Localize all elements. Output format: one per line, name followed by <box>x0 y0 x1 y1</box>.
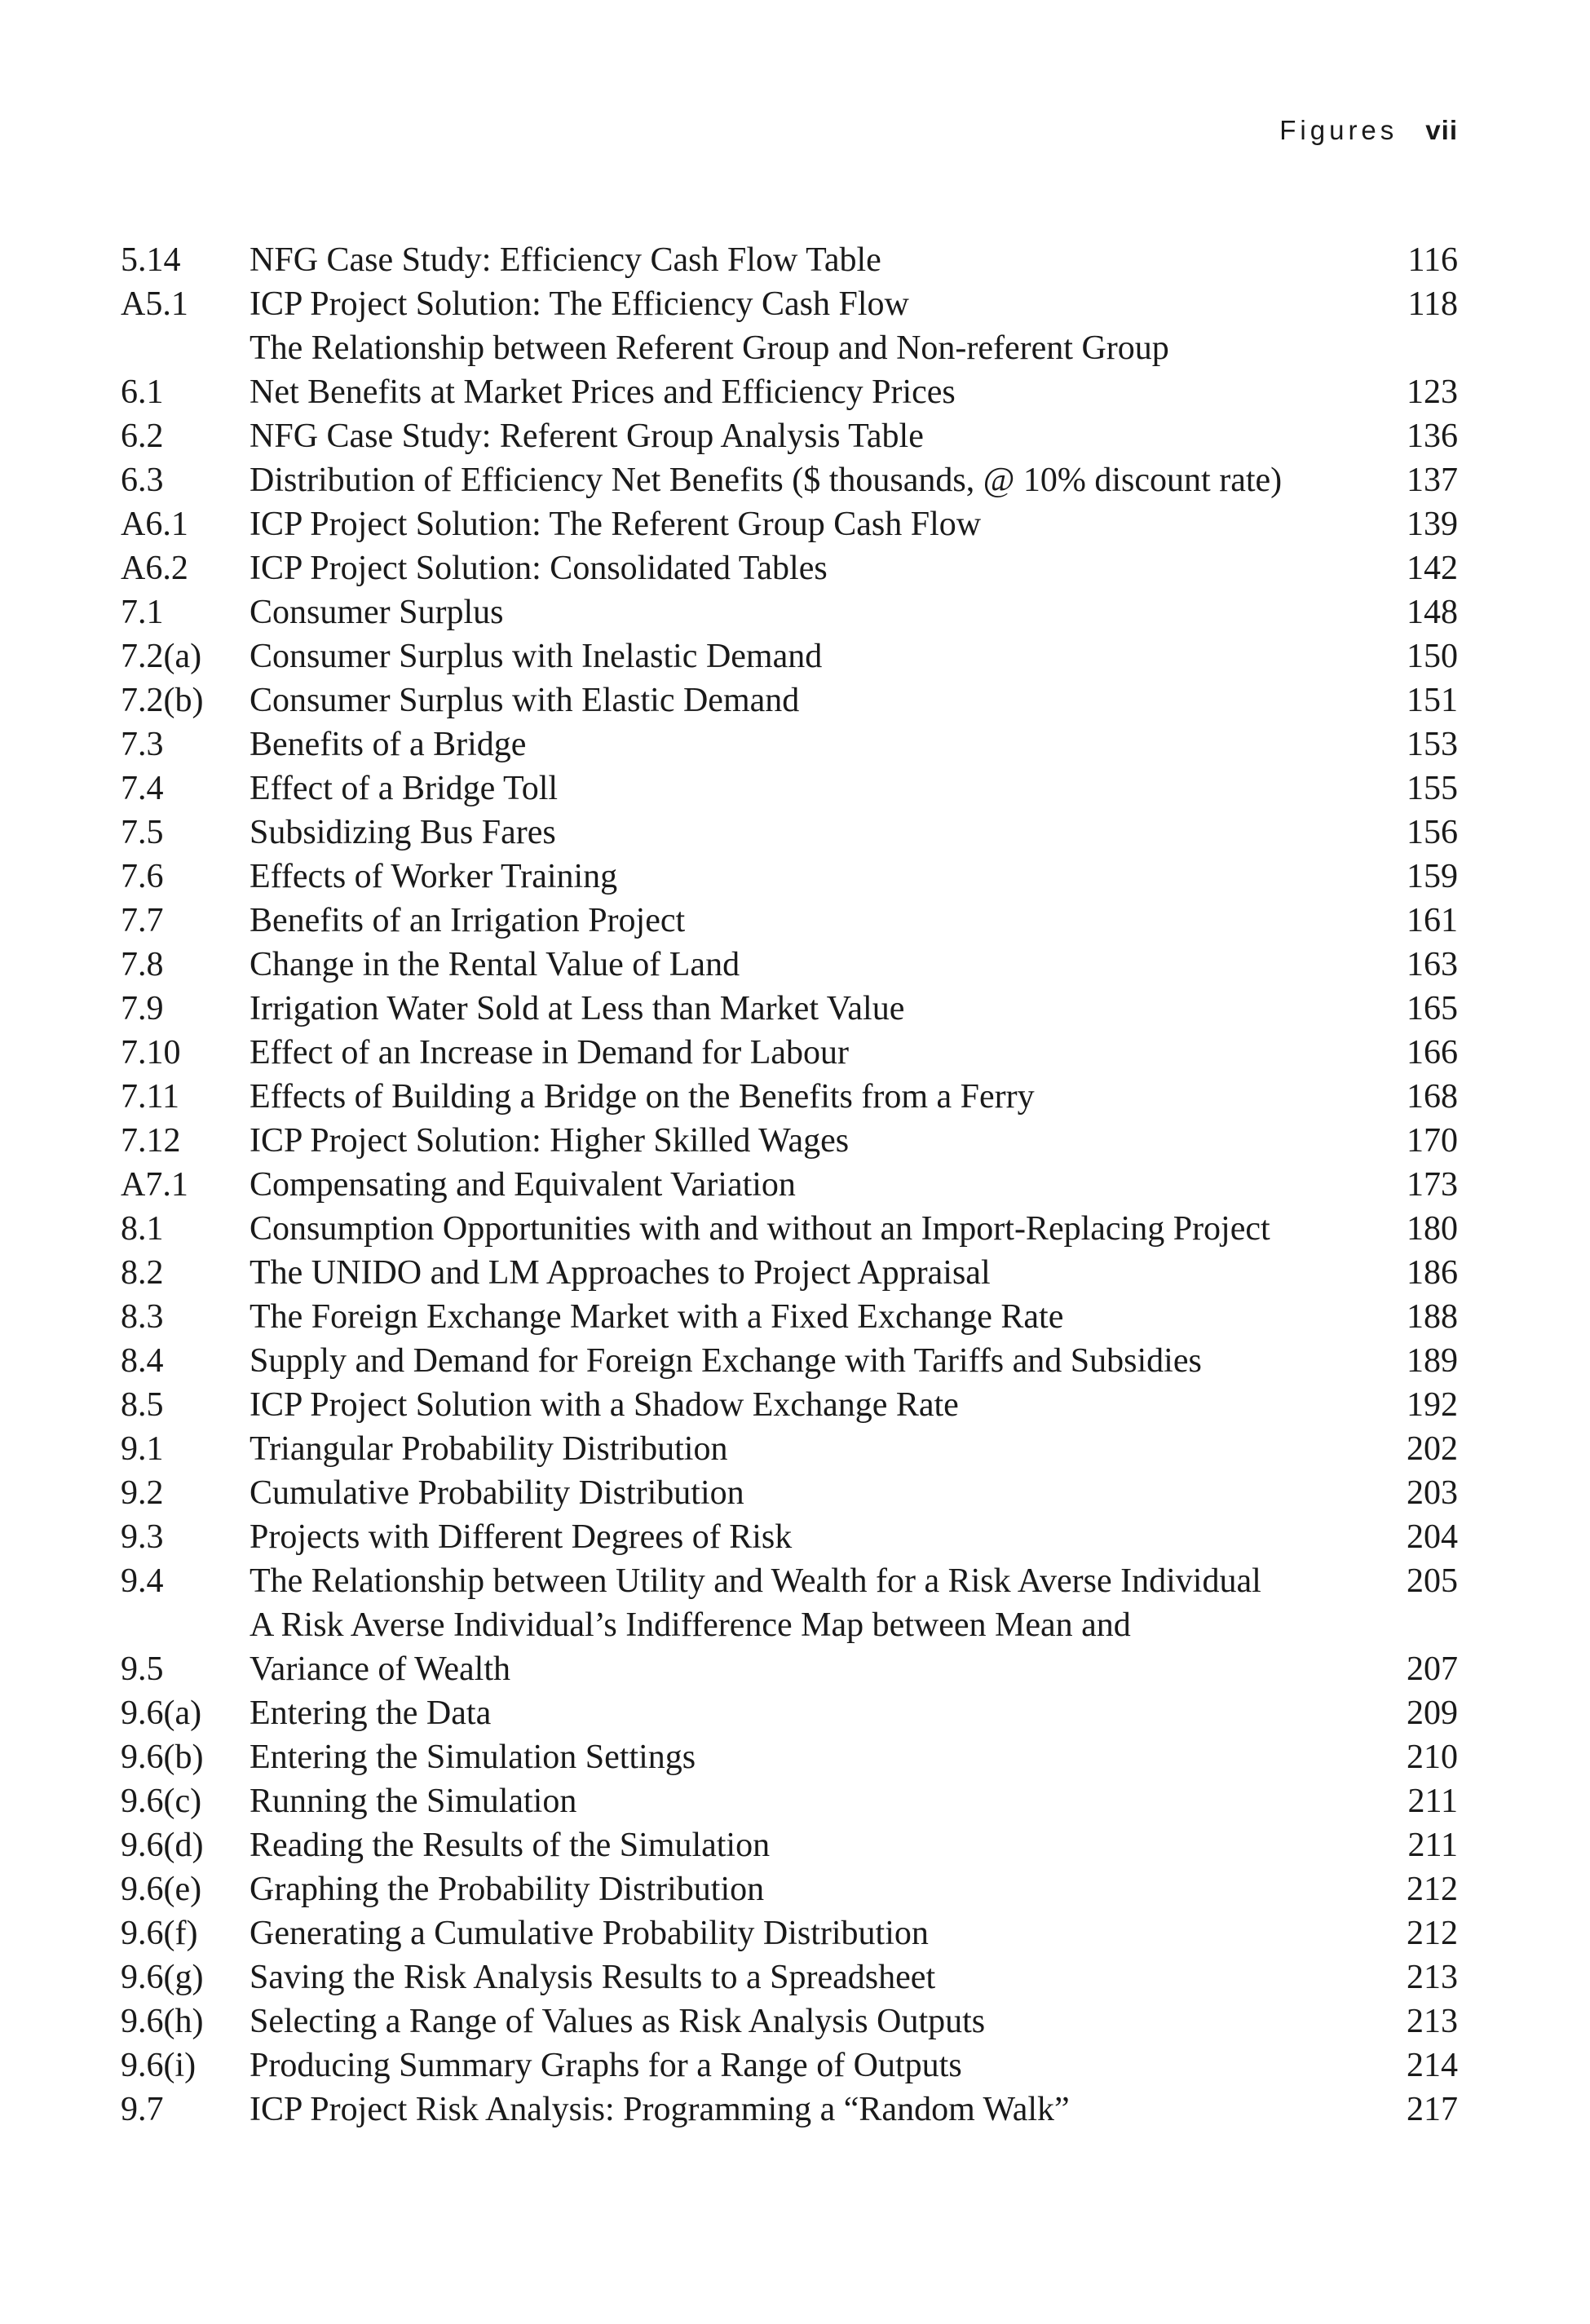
figure-entry <box>121 1559 1458 1603</box>
figure-title <box>250 590 1393 634</box>
figure-title-line: NFG Case Study: Efficiency Cash Flow Table <box>250 241 881 279</box>
figure-page-number: 212 <box>1407 1871 1458 1908</box>
figure-title-line: ICP Project Solution: Consolidated Tables <box>250 550 828 587</box>
figure-entry <box>121 767 1458 811</box>
figure-number: 7.4 <box>121 770 164 807</box>
figure-title-line: Consumer Surplus <box>250 594 504 631</box>
section-title: Figures <box>1279 115 1398 145</box>
figure-title-line: The Relationship between Referent Group and Non-referent Group <box>250 329 1169 367</box>
figure-page-number: 214 <box>1407 2047 1458 2084</box>
figure-title-line: Effect of an Increase in Demand for Labour <box>250 1034 850 1071</box>
figure-page-number: 142 <box>1407 550 1458 587</box>
figure-title <box>250 678 1393 722</box>
figure-title-line: Consumer Surplus with Inelastic Demand <box>250 638 823 675</box>
figure-page-number: 210 <box>1407 1739 1458 1776</box>
figure-entry <box>121 1735 1458 1779</box>
figure-entry <box>121 1163 1458 1207</box>
figure-title-line: Benefits of an Irrigation Project <box>250 902 686 939</box>
figure-number: 7.6 <box>121 858 164 895</box>
figure-title-line: Compensating and Equivalent Variation <box>250 1166 796 1204</box>
figure-title-line: ICP Project Solution: Higher Skilled Wages <box>250 1122 850 1160</box>
figure-title <box>250 238 1393 282</box>
figure-title <box>250 1207 1393 1251</box>
figure-number: 8.5 <box>121 1386 164 1424</box>
figure-number: 7.9 <box>121 990 164 1027</box>
figure-entry <box>121 1691 1458 1735</box>
figure-number: 9.6(f) <box>121 1915 198 1952</box>
figure-number: 8.3 <box>121 1298 164 1336</box>
figure-page-number: 116 <box>1407 241 1458 279</box>
figure-entry <box>121 722 1458 767</box>
figure-page-number: 189 <box>1407 1342 1458 1380</box>
figure-title-line: Consumption Opportunities with and without an Import-Replacing Project <box>250 1210 1270 1248</box>
figure-number: 9.5 <box>121 1650 164 1688</box>
figure-entry <box>121 1999 1458 2043</box>
figure-entry <box>121 1955 1458 1999</box>
figure-page-number: 212 <box>1407 1915 1458 1952</box>
figure-entry <box>121 1471 1458 1515</box>
figure-page-number: 123 <box>1407 373 1458 411</box>
figure-entry <box>121 590 1458 634</box>
figure-title-line: Producing Summary Graphs for a Range of Outputs <box>250 2047 962 2084</box>
figure-page-number: 148 <box>1407 594 1458 631</box>
figure-title <box>250 1999 1393 2043</box>
figure-title-line: A Risk Averse Individual’s Indifference Map between Mean and <box>250 1606 1131 1644</box>
figure-number: 7.5 <box>121 814 164 851</box>
figure-number: 7.7 <box>121 902 164 939</box>
figure-entry <box>121 1383 1458 1427</box>
figure-title <box>250 1955 1393 1999</box>
figure-number: 9.4 <box>121 1562 164 1600</box>
figure-entry <box>121 2043 1458 2088</box>
figure-entry <box>121 987 1458 1031</box>
figure-page-number: 163 <box>1407 946 1458 983</box>
figure-title <box>250 1911 1393 1955</box>
figure-title-line: The Relationship between Utility and Wealth for a Risk Averse Individual <box>250 1562 1261 1600</box>
figure-title <box>250 1251 1393 1295</box>
figure-entry <box>121 1515 1458 1559</box>
figure-title <box>250 1735 1393 1779</box>
figure-title <box>250 722 1393 767</box>
figure-number: 9.6(i) <box>121 2047 197 2084</box>
figure-page-number: 139 <box>1407 506 1458 543</box>
figure-page-number: 165 <box>1407 990 1458 1027</box>
figure-entry <box>121 1207 1458 1251</box>
figure-page-number: 161 <box>1407 902 1458 939</box>
figure-number: 9.6(b) <box>121 1739 204 1776</box>
figure-title <box>250 767 1393 811</box>
figure-entry <box>121 1339 1458 1383</box>
figure-page-number: 213 <box>1407 1959 1458 1996</box>
figure-title-line: Cumulative Probability Distribution <box>250 1474 744 1512</box>
figure-number: 6.1 <box>121 373 164 411</box>
figure-title <box>250 987 1393 1031</box>
figure-title <box>250 811 1393 855</box>
figure-title-line: NFG Case Study: Referent Group Analysis Table <box>250 418 924 455</box>
figure-title <box>250 414 1393 458</box>
figure-title-line: ICP Project Solution: The Efficiency Cash Flow <box>250 285 909 323</box>
figure-page-number: 202 <box>1407 1430 1458 1468</box>
figure-number: 9.6(a) <box>121 1694 202 1732</box>
figure-number: 7.8 <box>121 946 164 983</box>
figure-number: 9.6(h) <box>121 2003 204 2040</box>
figure-entry <box>121 678 1458 722</box>
figure-page-number: 170 <box>1407 1122 1458 1160</box>
figure-entry <box>121 1427 1458 1471</box>
figure-title-line: Supply and Demand for Foreign Exchange with Tariffs and Subsidies <box>250 1342 1202 1380</box>
figure-title-line: Net Benefits at Market Prices and Efficiency Prices <box>250 373 956 411</box>
figure-title <box>250 2088 1393 2132</box>
figure-title <box>250 1559 1393 1603</box>
list-of-figures <box>121 238 1458 2132</box>
figure-title-line: Change in the Rental Value of Land <box>250 946 740 983</box>
figure-title <box>250 1427 1393 1471</box>
figure-title <box>250 1515 1393 1559</box>
figure-title-line: Effect of a Bridge Toll <box>250 770 559 807</box>
figure-page-number: 118 <box>1407 285 1458 323</box>
figure-number: A6.2 <box>121 550 188 587</box>
figure-page-number: 192 <box>1407 1386 1458 1424</box>
figure-title-line: Selecting a Range of Values as Risk Analysis Outputs <box>250 2003 986 2040</box>
figure-number: 7.11 <box>121 1078 179 1116</box>
figure-title-line: Irrigation Water Sold at Less than Market Value <box>250 990 905 1027</box>
figure-entry <box>121 1031 1458 1075</box>
figure-entry <box>121 1119 1458 1163</box>
figure-page-number: 186 <box>1407 1254 1458 1292</box>
figure-number: 8.1 <box>121 1210 164 1248</box>
figure-page-number: 155 <box>1407 770 1458 807</box>
figure-title <box>250 1867 1393 1911</box>
figure-title-line: Projects with Different Degrees of Risk <box>250 1518 793 1556</box>
figure-title-line: The Foreign Exchange Market with a Fixed Exchange Rate <box>250 1298 1064 1336</box>
figure-number: 9.6(e) <box>121 1871 202 1908</box>
figure-page-number: 180 <box>1407 1210 1458 1248</box>
figure-entry <box>121 1823 1458 1867</box>
figure-title <box>250 634 1393 678</box>
figure-title <box>250 1031 1393 1075</box>
figure-title <box>250 899 1393 943</box>
figure-title-line: Generating a Cumulative Probability Distribution <box>250 1915 929 1952</box>
figure-page-number: 209 <box>1407 1694 1458 1732</box>
figure-entry <box>121 1911 1458 1955</box>
figure-entry <box>121 1779 1458 1823</box>
figure-entry <box>121 1075 1458 1119</box>
figure-number: 9.3 <box>121 1518 164 1556</box>
running-header <box>1279 114 1458 147</box>
figure-entry <box>121 943 1458 987</box>
figure-number: 5.14 <box>121 241 181 279</box>
figure-title <box>250 1163 1393 1207</box>
figure-entry <box>121 855 1458 899</box>
figure-title-line: The UNIDO and LM Approaches to Project Appraisal <box>250 1254 991 1292</box>
figure-entry <box>121 502 1458 546</box>
figure-number: 9.2 <box>121 1474 164 1512</box>
figure-page-number: 205 <box>1407 1562 1458 1600</box>
figure-entry <box>121 326 1458 414</box>
figure-page-number: 166 <box>1407 1034 1458 1071</box>
figure-title <box>250 1691 1393 1735</box>
figure-page-number: 213 <box>1407 2003 1458 2040</box>
figure-title <box>250 458 1393 502</box>
figure-title-line: Effects of Building a Bridge on the Benefits from a Ferry <box>250 1078 1035 1116</box>
figure-page-number: 150 <box>1407 638 1458 675</box>
figure-title-line: Distribution of Efficiency Net Benefits ($ thousands, @ 10% discount rate) <box>250 462 1283 499</box>
figure-title <box>250 1075 1393 1119</box>
figure-entry <box>121 899 1458 943</box>
figure-title-line: ICP Project Solution with a Shadow Exchange Rate <box>250 1386 959 1424</box>
figure-entry <box>121 1251 1458 1295</box>
figure-title <box>250 855 1393 899</box>
figure-entry <box>121 1867 1458 1911</box>
figure-number: 9.1 <box>121 1430 164 1468</box>
figure-entry <box>121 1603 1458 1691</box>
figure-title-line: Consumer Surplus with Elastic Demand <box>250 682 800 719</box>
figure-title-line: Reading the Results of the Simulation <box>250 1827 771 1864</box>
figure-title-line: Benefits of a Bridge <box>250 726 527 763</box>
figure-entry <box>121 1295 1458 1339</box>
figure-page-number: 168 <box>1407 1078 1458 1116</box>
figure-title <box>250 1603 1393 1691</box>
figure-title-line: Running the Simulation <box>250 1783 577 1820</box>
page-number: vii <box>1425 115 1458 145</box>
figure-title-line: Entering the Data <box>250 1694 492 1732</box>
figure-page-number: 159 <box>1407 858 1458 895</box>
figure-title-line: Saving the Risk Analysis Results to a Spreadsheet <box>250 1959 936 1996</box>
figure-title-line: Graphing the Probability Distribution <box>250 1871 765 1908</box>
figure-page-number: 137 <box>1407 462 1458 499</box>
figure-entry <box>121 634 1458 678</box>
figure-number: A6.1 <box>121 506 188 543</box>
figure-page-number: 153 <box>1407 726 1458 763</box>
figure-number: 7.12 <box>121 1122 181 1160</box>
figure-number: 9.6(d) <box>121 1827 204 1864</box>
figure-entry <box>121 282 1458 326</box>
figure-number: 7.10 <box>121 1034 181 1071</box>
figure-number: A7.1 <box>121 1166 188 1204</box>
figure-title <box>250 943 1393 987</box>
figure-title <box>250 502 1393 546</box>
figure-title <box>250 1295 1393 1339</box>
figure-page-number: 204 <box>1407 1518 1458 1556</box>
figure-title <box>250 1339 1393 1383</box>
figure-title-line: Effects of Worker Training <box>250 858 618 895</box>
figure-entry <box>121 2088 1458 2132</box>
figure-title <box>250 546 1393 590</box>
figure-page-number: 188 <box>1407 1298 1458 1336</box>
figure-entry <box>121 546 1458 590</box>
figure-page-number: 203 <box>1407 1474 1458 1512</box>
figure-title-line: ICP Project Solution: The Referent Group Cash Flow <box>250 506 982 543</box>
figure-entry <box>121 811 1458 855</box>
figure-title-line: Subsidizing Bus Fares <box>250 814 556 851</box>
figure-number: 8.4 <box>121 1342 164 1380</box>
figure-page-number: 207 <box>1407 1650 1458 1688</box>
figure-title-line: Triangular Probability Distribution <box>250 1430 728 1468</box>
figure-number: 6.3 <box>121 462 164 499</box>
figure-number: 7.2(a) <box>121 638 202 675</box>
figure-page-number: 173 <box>1407 1166 1458 1204</box>
figure-title <box>250 1383 1393 1427</box>
figure-title <box>250 1779 1393 1823</box>
figure-title-line: Variance of Wealth <box>250 1650 511 1688</box>
figure-entry <box>121 414 1458 458</box>
figure-page-number: 217 <box>1407 2091 1458 2128</box>
figure-number: A5.1 <box>121 285 188 323</box>
figure-number: 7.3 <box>121 726 164 763</box>
figure-page-number: 151 <box>1407 682 1458 719</box>
figure-title-line: Entering the Simulation Settings <box>250 1739 696 1776</box>
figure-title <box>250 282 1393 326</box>
figure-entry <box>121 458 1458 502</box>
figure-number: 7.1 <box>121 594 164 631</box>
figure-number: 6.2 <box>121 418 164 455</box>
figure-title <box>250 1119 1393 1163</box>
figure-number: 9.6(g) <box>121 1959 204 1996</box>
figure-title-line: ICP Project Risk Analysis: Programming a “Random Walk” <box>250 2091 1070 2128</box>
figure-page-number: 211 <box>1407 1827 1458 1864</box>
figure-number: 7.2(b) <box>121 682 204 719</box>
figure-title <box>250 2043 1393 2088</box>
figure-title <box>250 1823 1393 1867</box>
figure-title <box>250 326 1393 414</box>
figure-page-number: 136 <box>1407 418 1458 455</box>
figure-entry <box>121 238 1458 282</box>
figure-number: 9.6(c) <box>121 1783 202 1820</box>
figure-title <box>250 1471 1393 1515</box>
figure-number: 9.7 <box>121 2091 164 2128</box>
figure-page-number: 156 <box>1407 814 1458 851</box>
figure-number: 8.2 <box>121 1254 164 1292</box>
figure-page-number: 211 <box>1407 1783 1458 1820</box>
